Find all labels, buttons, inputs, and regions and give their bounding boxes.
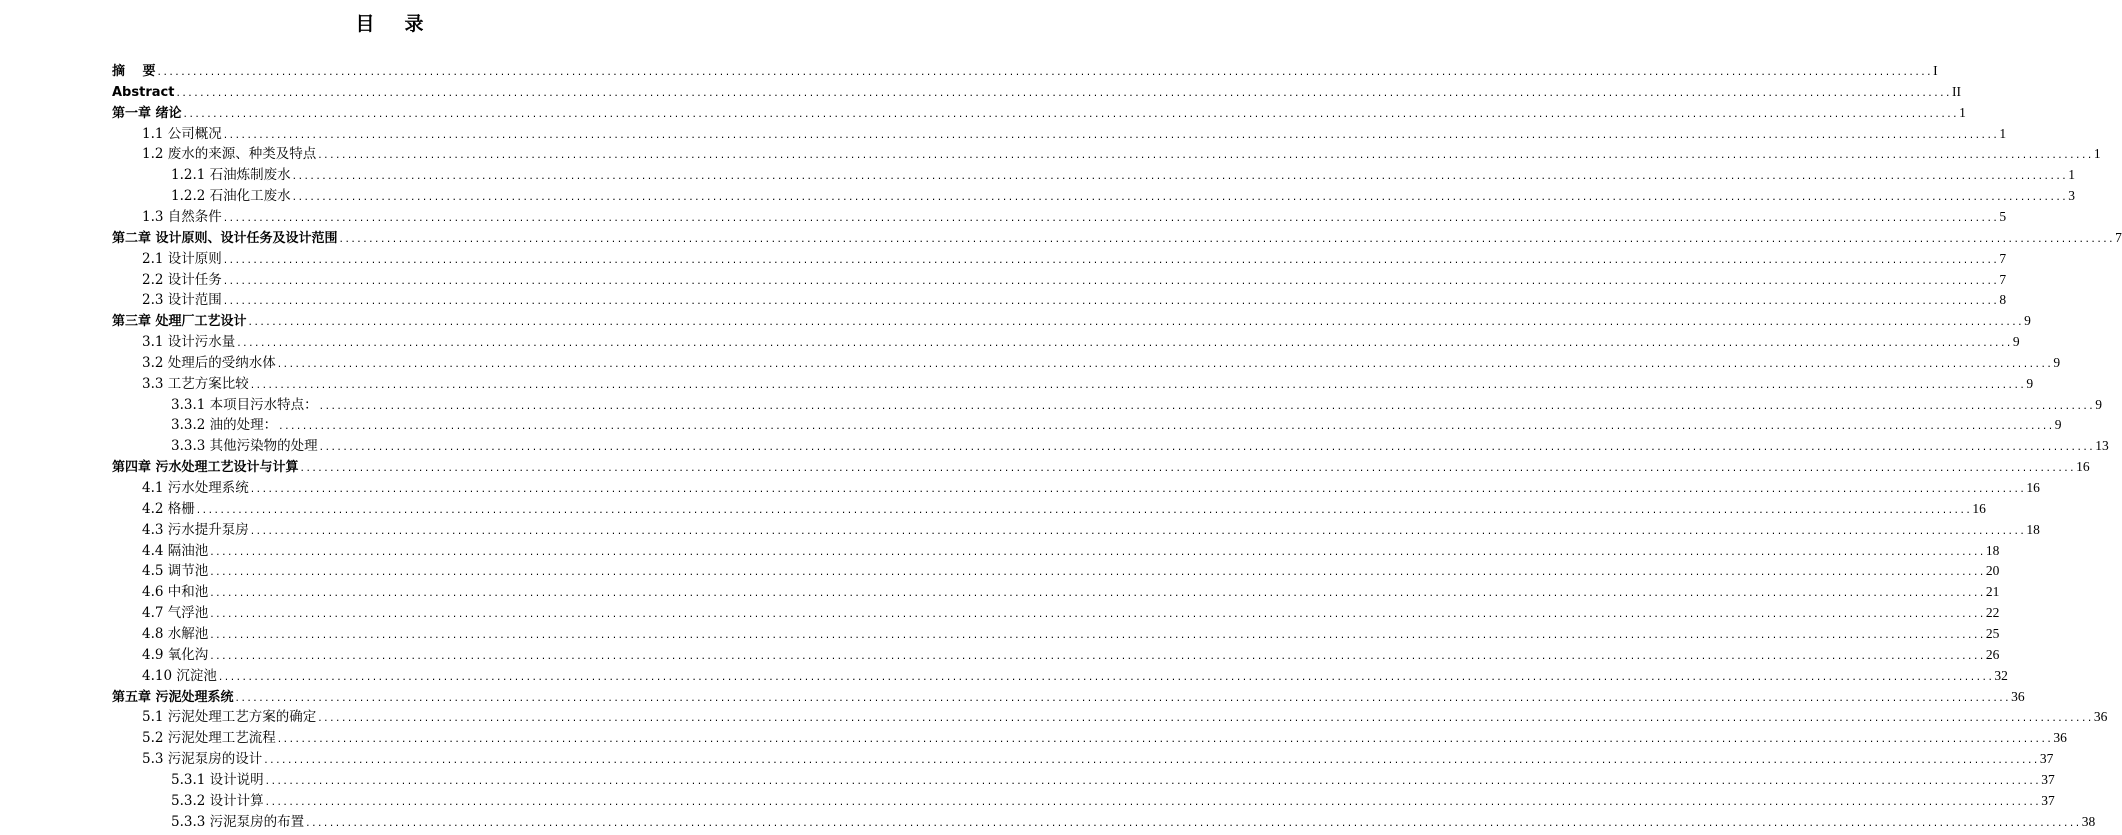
toc-entry[interactable]: [0, 581, 2000, 602]
toc-entry[interactable]: [0, 540, 2000, 561]
toc-leader-dots: ............................................................................................................................................................................................................................................................................................................: [291, 193, 2068, 204]
toc-entry[interactable]: [0, 269, 2007, 290]
toc-entry[interactable]: [0, 352, 2061, 373]
toc-entry-label: 摘 要: [112, 64, 156, 79]
toc-entry-label: 3.3.1 本项目污水特点：: [171, 396, 318, 413]
toc-leader-dots: ............................................................................................................................................................................................................................................................................................................: [249, 485, 2026, 495]
toc-entry-page-number: 1: [1959, 104, 1966, 120]
toc-entry[interactable]: [0, 602, 2000, 623]
toc-entry[interactable]: [0, 310, 2031, 331]
toc-entry-page-number: 1: [2093, 146, 2101, 162]
toc-entry[interactable]: [0, 498, 1986, 519]
toc-entry-page-number: 7: [2115, 229, 2122, 245]
toc-entry-page-number: 1: [2068, 167, 2075, 183]
toc-entry-label: 3.1 设计污水量: [142, 334, 236, 351]
toc-entry[interactable]: [0, 123, 2007, 144]
toc-entry[interactable]: [0, 227, 2122, 248]
toc-entry-page-number: I: [1933, 63, 1938, 78]
toc-entry-label: 3.3.2 油的处理：: [171, 417, 278, 434]
toc-entry[interactable]: [0, 143, 2101, 164]
toc-leader-dots: ............................................................................................................................................................................................................................................................................................................: [276, 359, 2053, 370]
toc-entry-page-number: 37: [2041, 792, 2055, 808]
toc-entry-label: 1.2 废水的来源、种类及特点: [142, 146, 317, 163]
toc-leader-dots: ............................................................................................................................................................................................................................................................................................................: [264, 776, 2041, 787]
toc-entry-label: 4.10 沉淀池: [142, 667, 217, 684]
toc-entry-page-number: 9: [2095, 396, 2102, 412]
toc-leader-dots: ............................................................................................................................................................................................................................................................................................................: [222, 276, 1999, 287]
toc-entry-page-number: 18: [2026, 521, 2040, 537]
toc-entry[interactable]: [0, 644, 2000, 665]
toc-entry-page-number: 5: [1999, 208, 2007, 224]
toc-leader-dots: ............................................................................................................................................................................................................................................................................................................: [247, 318, 2024, 329]
toc-entry[interactable]: [0, 435, 2109, 456]
toc-entry-page-number: 25: [1985, 625, 2000, 641]
toc-entry-label: 4.8 水解池: [142, 625, 209, 642]
toc-leader-dots: ............................................................................................................................................................................................................................................................................................................: [317, 151, 2093, 162]
toc-leader-dots: ............................................................................................................................................................................................................................................................................................................: [276, 735, 2053, 746]
toc-entry-label: 3.3 工艺方案比较: [142, 375, 249, 392]
toc-entry[interactable]: [0, 477, 2040, 498]
toc-entry-page-number: 9: [2026, 375, 2034, 391]
toc-entry-page-number: 8: [1999, 292, 2007, 308]
toc-entry-label: 4.9 氧化沟: [142, 646, 209, 663]
toc-entry-page-number: 9: [2012, 334, 2020, 350]
toc-entry-label: 1.2.2 石油化工废水: [171, 188, 291, 205]
toc-leader-dots: ............................................................................................................................................................................................................................................................................................................: [222, 255, 1999, 266]
toc-leader-dots: ............................................................................................................................................................................................................................................................................................................: [209, 568, 1985, 579]
toc-entry-page-number: 37: [2039, 751, 2054, 767]
toc-leader-dots: ............................................................................................................................................................................................................................................................................................................: [222, 130, 1999, 141]
toc-entry-label: 第五章 污泥处理系统: [112, 689, 234, 705]
toc-entry-page-number: II: [1951, 83, 1961, 99]
toc-entry-label: 5.3.3 污泥泵房的布置: [171, 813, 305, 830]
toc-entry-label: 3.3.3 其他污染物的处理: [171, 438, 318, 455]
toc-entry[interactable]: [0, 790, 2055, 811]
toc-entry-label: 1.1 公司概况: [142, 125, 222, 142]
toc-entry[interactable]: [0, 373, 2034, 394]
toc-leader-dots: ............................................................................................................................................................................................................................................................................................................: [278, 422, 2054, 433]
toc-leader-dots: ............................................................................................................................................................................................................................................................................................................: [234, 693, 2011, 704]
toc-leader-dots: ............................................................................................................................................................................................................................................................................................................: [222, 297, 1999, 308]
toc-entry[interactable]: [0, 706, 2108, 727]
toc-entry[interactable]: [0, 686, 2025, 707]
toc-leader-dots: ............................................................................................................................................................................................................................................................................................................: [338, 234, 2115, 245]
toc-title: [0, 9, 779, 36]
toc-entry[interactable]: [0, 727, 2067, 748]
toc-entry-page-number: 1: [1999, 125, 2007, 141]
toc-entry[interactable]: [0, 748, 2054, 769]
toc-entry[interactable]: [0, 456, 2090, 477]
toc-leader-dots: ............................................................................................................................................................................................................................................................................................................: [318, 401, 2095, 412]
toc-entry-page-number: 9: [2053, 354, 2061, 370]
toc-entry[interactable]: [0, 665, 2008, 686]
toc-entry-page-number: 32: [1994, 667, 2008, 683]
toc-entry-page-number: 9: [2054, 417, 2062, 433]
toc-entry-page-number: 26: [1985, 646, 2000, 662]
toc-leader-dots: ............................................................................................................................................................................................................................................................................................................: [317, 714, 2093, 725]
toc-entry-page-number: 20: [1985, 563, 2000, 579]
toc-entry[interactable]: [0, 811, 2096, 832]
toc-entry-page-number: 9: [2024, 313, 2031, 329]
toc-leader-dots: ............................................................................................................................................................................................................................................................................................................: [209, 630, 1985, 641]
toc-entry-page-number: 16: [1972, 500, 1986, 516]
toc-entry-label: 4.7 气浮池: [142, 605, 209, 622]
toc-entry-page-number: 38: [2081, 813, 2096, 829]
toc-entry[interactable]: [0, 519, 2040, 540]
toc-entry-page-number: 7: [1999, 250, 2007, 266]
toc-entry-page-number: 16: [2076, 459, 2090, 475]
toc-entry-label: 5.3 污泥泵房的设计: [142, 751, 263, 768]
toc-entry-label: 5.3.2 设计计算: [171, 792, 264, 809]
toc-leader-dots: ............................................................................................................................................................................................................................................................................................................: [209, 547, 1985, 558]
toc-entry-label: 4.2 格栅: [142, 500, 195, 517]
toc-leader-dots: ............................................................................................................................................................................................................................................................................................................: [263, 756, 2039, 767]
toc-leader-dots: ............................................................................................................................................................................................................................................................................................................: [182, 109, 1959, 120]
toc-entry-page-number: 18: [1985, 542, 2000, 558]
toc-entry-page-number: 16: [2026, 480, 2040, 495]
toc-entry[interactable]: [0, 414, 2062, 435]
toc-entry-page-number: 21: [1985, 584, 2000, 600]
toc-title-part2: 录: [404, 13, 424, 35]
toc-entry[interactable]: [0, 185, 2075, 206]
toc-leader-dots: ............................................................................................................................................................................................................................................................................................................: [264, 797, 2041, 808]
toc-entry[interactable]: [0, 248, 2007, 269]
toc-entry-page-number: 36: [2093, 709, 2108, 725]
toc-title-part1: 目: [355, 13, 375, 35]
toc-entry[interactable]: [0, 769, 2055, 790]
toc-entry[interactable]: [0, 81, 1961, 102]
toc-entry-label: 4.4 隔油池: [142, 542, 209, 559]
toc-leader-dots: ............................................................................................................................................................................................................................................................................................................: [299, 464, 2076, 475]
toc-entry[interactable]: [0, 623, 2000, 644]
toc-entry-label: 3.2 处理后的受纳水体: [142, 354, 276, 371]
toc-entry[interactable]: [0, 60, 1938, 81]
toc-entry[interactable]: [0, 394, 2102, 415]
toc-entry[interactable]: [0, 164, 2075, 185]
toc-entry-page-number: 7: [1999, 271, 2007, 287]
toc-entry[interactable]: [0, 206, 2007, 227]
toc-entry-label: 2.3 设计范围: [142, 292, 222, 309]
toc-entry-label: 第三章 处理厂工艺设计: [112, 314, 247, 330]
toc-leader-dots: ............................................................................................................................................................................................................................................................................................................: [209, 589, 1985, 600]
toc-entry[interactable]: [0, 289, 2007, 310]
toc-entry-label: 2.1 设计原则: [142, 250, 222, 267]
toc-leader-dots: ............................................................................................................................................................................................................................................................................................................: [249, 526, 2026, 537]
toc-entry-label: 2.2 设计任务: [142, 271, 222, 288]
toc-entry-label: 1.2.1 石油炼制废水: [171, 167, 291, 184]
toc-leader-dots: ............................................................................................................................................................................................................................................................................................................: [291, 172, 2068, 183]
toc-entry-page-number: 37: [2041, 771, 2055, 787]
toc-entry-page-number: 22: [1985, 605, 2000, 621]
toc-leader-dots: ............................................................................................................................................................................................................................................................................................................: [217, 672, 1994, 683]
toc-entry-label: 5.2 污泥处理工艺流程: [142, 730, 276, 747]
toc-entry-label: 第四章 污水处理工艺设计与计算: [112, 460, 299, 476]
toc-entry-label: 5.1 污泥处理工艺方案的确定: [142, 709, 317, 726]
toc-leader-dots: ............................................................................................................................................................................................................................................................................................................: [156, 68, 1933, 78]
toc-leader-dots: ............................................................................................................................................................................................................................................................................................................: [236, 339, 2012, 350]
toc-leader-dots: ............................................................................................................................................................................................................................................................................................................: [249, 380, 2026, 391]
toc-entry-page-number: 36: [2011, 688, 2025, 704]
toc-entry[interactable]: [0, 102, 1966, 123]
toc-entry-label: 4.3 污水提升泵房: [142, 521, 249, 538]
toc-entry-label: 1.3 自然条件: [142, 208, 222, 225]
toc-leader-dots: ............................................................................................................................................................................................................................................................................................................: [195, 505, 1972, 516]
toc-entry-label: 第二章 设计原则、设计任务及设计范围: [112, 230, 338, 246]
toc-entry-label: 4.6 中和池: [142, 584, 209, 601]
toc-leader-dots: ............................................................................................................................................................................................................................................................................................................: [209, 651, 1985, 662]
toc-entry-label: 4.5 调节池: [142, 563, 209, 580]
toc-leader-dots: ............................................................................................................................................................................................................................................................................................................: [305, 818, 2081, 829]
toc-entry-label: Abstract: [112, 84, 175, 100]
toc-entry-label: 4.1 污水处理系统: [142, 480, 249, 496]
toc-entry-label: 5.3.1 设计说明: [171, 771, 264, 788]
toc-leader-dots: ............................................................................................................................................................................................................................................................................................................: [318, 443, 2095, 454]
toc-leader-dots: ............................................................................................................................................................................................................................................................................................................: [209, 610, 1985, 621]
toc-entry-label: 第一章 绪论: [112, 105, 182, 121]
toc-entry[interactable]: [0, 560, 2000, 581]
toc-leader-dots: ............................................................................................................................................................................................................................................................................................................: [175, 88, 1951, 99]
toc-entry[interactable]: [0, 331, 2020, 352]
toc-entry-page-number: 36: [2053, 730, 2067, 746]
toc-entry-page-number: 13: [2095, 438, 2109, 454]
toc-entry-page-number: 3: [2068, 188, 2075, 204]
toc-leader-dots: ............................................................................................................................................................................................................................................................................................................: [222, 213, 1999, 224]
